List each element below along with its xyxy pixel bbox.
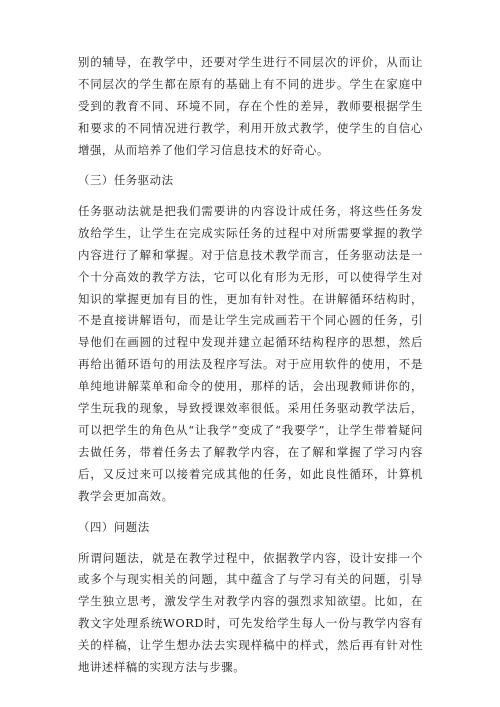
paragraph-task-driven: 任务驱动法就是把我们需要讲的内容设计成任务，将这些任务发放给学生，让学生在完成实际任务的过程中对所需要掌握的教学内容进行了解和掌握。对于信息技术教学而言，任务驱动法是一个十分高效的教学方法，它可以化有形为无形，可以使得学生对知识的掌握更加有目的性，更加有针对性。在讲解循环结构时，不是直接讲解语句，而是让学生完成画若干个同心圆的任务，引导他们在画圆的过程中发现并建立起循环结构程序的思想，然后再给出循环语句的用法及程序写法。对于应用软件的使用，不是单纯地讲解菜单和命令的使用，那样的话，会出现教师讲你的，学生玩我的现象，导致授课效率很低。采用任务驱动教学法后，可以把学生的角色从“让我学”变成了“我要学”，让学生带着疑问去做任务，带着任务去了解教学内容，在了解和掌握了学习内容后，又反过来可以接着完成其他的任务，如此良性循环，计算机教学会更加高效。 [78, 203, 423, 503]
paragraph-intro: 别的辅导，在教学中，还要对学生进行不同层次的评价，从而让不同层次的学生都在原有的基础上有不同的进步。学生在家庭中受到的教育不同、环境不同，存在个性的差异，教师要根据学生和要求的不同情况进行教学，利用开放式教学，使学生的自信心增强，从而培养了他们学习信息技术的好奇心。 [78, 55, 423, 157]
section-heading-task-driven: （三）任务驱动法 [78, 173, 174, 187]
section-heading-question-method: （四）问题法 [78, 519, 150, 534]
paragraph-question-method: 所谓问题法，就是在教学过程中，依据教学内容，设计安排一个或多个与现实相关的问题，其中蕴含了与学习有关的问题，引导学生独立思考，激发学生对教学内容的强烈求知欲望。比如，在教文字处理系统WORD时，可先发给学生每人一份与教学内容有关的样稿，让学生想办法去实现样稿中的样式，然后再有针对性地讲述样稿的实现方法与步骤。 [78, 550, 423, 675]
document-page [78, 52, 423, 679]
